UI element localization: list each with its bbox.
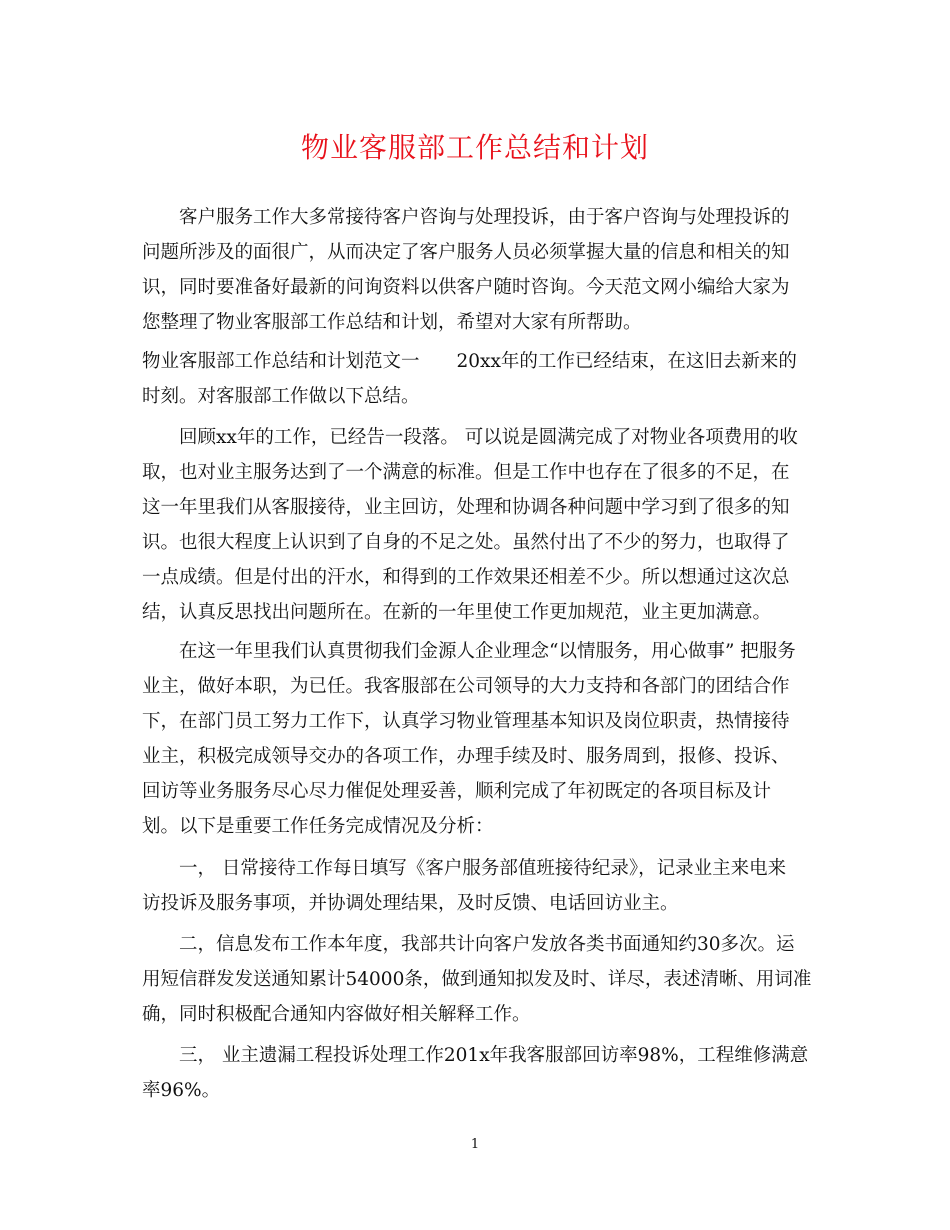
paragraph-line: 物业客服部工作总结和计划范文一 20xx年的工作已经结束，在这旧去新来的: [142, 351, 797, 372]
paragraph-line: 在这一年里我们认真贯彻我们金源人企业理念“以情服务，用心做事” 把服务: [142, 641, 796, 662]
paragraph-line: 识。也很大程度上认识到了自身的不足之处。虽然付出了不少的努力，也取得了: [142, 532, 790, 553]
paragraph-line: 取，也对业主服务达到了一个满意的标准。但是工作中也存在了很多的不足，在: [142, 462, 790, 483]
paragraph-line: 您整理了物业客服部工作总结和计划，希望对大家有所帮助。: [142, 312, 642, 333]
paragraph-line: 时刻。对客服部工作做以下总结。: [142, 386, 420, 407]
paragraph-line: 回访等业务服务尽心尽力催促处理妥善，顺利完成了年初既定的各项目标及计: [142, 781, 772, 802]
paragraph-line: 下，在部门员工努力工作下，认真学习物业管理基本知识及岗位职责，热情接待: [142, 711, 790, 732]
paragraph-line: 二，信息发布工作本年度，我部共计向客户发放各类书面通知约30多次。运: [142, 934, 795, 955]
paragraph-line: 这一年里我们从客服接待，业主回访，处理和协调各种问题中学习到了很多的知: [142, 497, 790, 518]
page-number: 1: [470, 1137, 480, 1152]
paragraph-line: 识，同时要准备好最新的问询资料以供客户随时咨询。今天范文网小编给大家为: [142, 277, 790, 298]
paragraph-line: 一， 日常接待工作每日填写《客户服务部值班接待纪录》，记录业主来电来: [142, 858, 787, 879]
paragraph-line: 业主，做好本职，为已任。我客服部在公司领导的大力支持和各部门的团结合作: [142, 676, 790, 697]
paragraph-line: 访投诉及服务事项，并协调处理结果，及时反馈、电话回访业主。: [142, 893, 679, 914]
paragraph-line: 业主，积极完成领导交办的各项工作，办理手续及时、服务周到，报修、投诉、: [142, 746, 790, 767]
paragraph-line: 确，同时积极配合通知内容做好相关解释工作。: [142, 1004, 531, 1025]
paragraph-line: 划。以下是重要工作任务完成情况及分析：: [142, 816, 494, 837]
paragraph-line: 三， 业主遗漏工程投诉处理工作201x年我客服部回访率98%，工程维修满意: [142, 1045, 809, 1066]
paragraph-line: 回顾xx年的工作，已经告一段落。 可以说是圆满完成了对物业各项费用的收: [142, 427, 798, 448]
document-title: 物业客服部工作总结和计划: [300, 131, 649, 164]
paragraph-line: 一点成绩。但是付出的汗水，和得到的工作效果还相差不少。所以想通过这次总: [142, 567, 790, 588]
paragraph-line: 率96%。: [142, 1080, 221, 1101]
paragraph-line: 结，认真反思找出问题所在。在新的一年里使工作更加规范，业主更加满意。: [142, 602, 772, 623]
paragraph-line: 客户服务工作大多常接待客户咨询与处理投诉，由于客户咨询与处理投诉的: [142, 207, 790, 228]
paragraph-line: 用短信群发发送通知累计54000条，做到通知拟发及时、详尽，表述清晰、用词准: [142, 969, 812, 990]
paragraph-line: 问题所涉及的面很广，从而决定了客户服务人员必须掌握大量的信息和相关的知: [142, 242, 790, 263]
